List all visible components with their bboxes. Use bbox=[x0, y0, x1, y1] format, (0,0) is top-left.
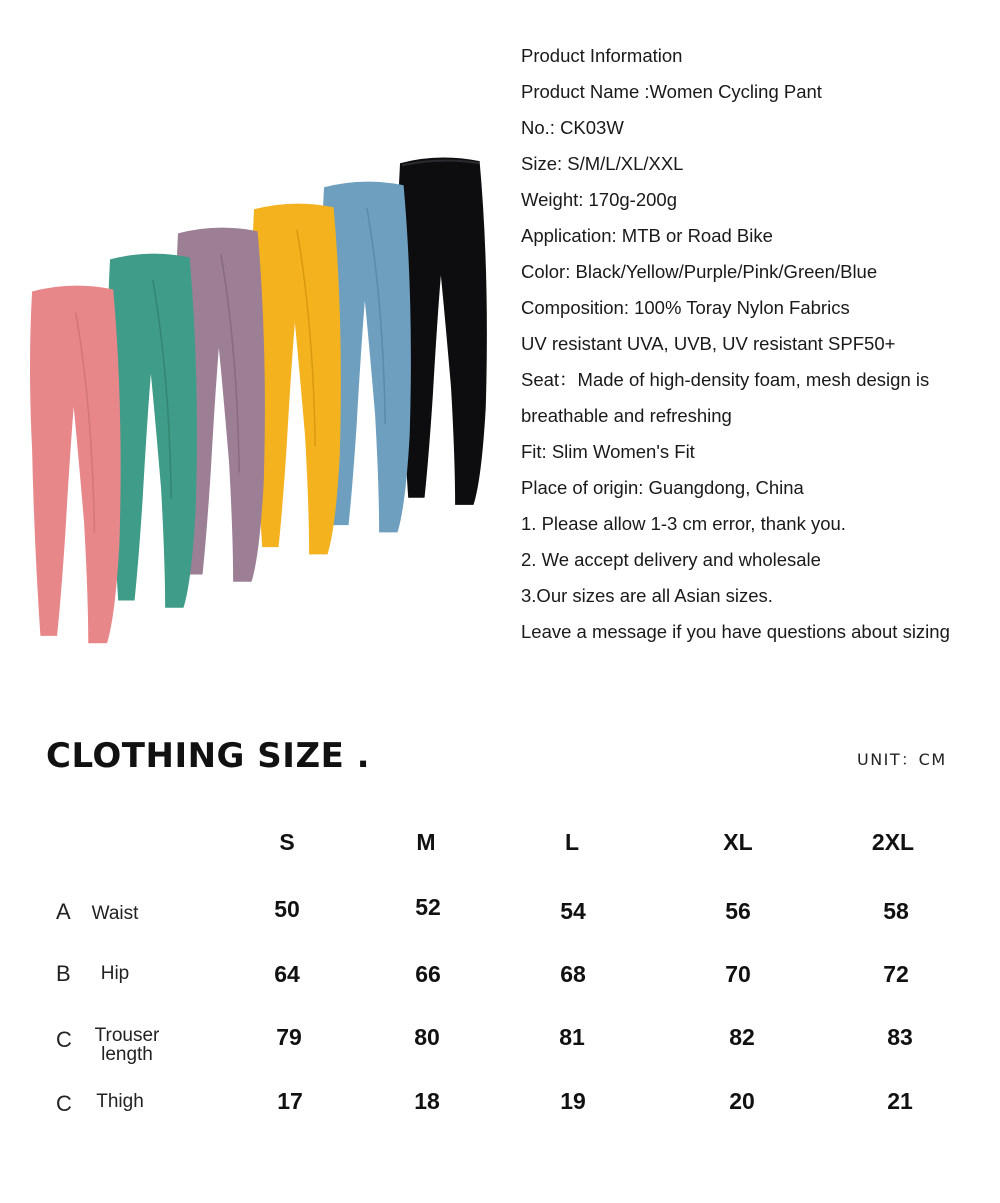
table-cell: 21 bbox=[887, 1088, 913, 1114]
table-cell: 80 bbox=[414, 1024, 440, 1050]
size-header-l: L bbox=[564, 829, 580, 855]
row-label-trouser-length: Trouser length bbox=[94, 1025, 160, 1065]
size-header-2xl: 2XL bbox=[871, 829, 915, 855]
table-cell: 50 bbox=[274, 896, 300, 922]
table-cell: 64 bbox=[274, 961, 300, 987]
info-line: Application: MTB or Road Bike bbox=[521, 225, 773, 246]
info-line: UV resistant UVA, UVB, UV resistant SPF50+ bbox=[521, 333, 896, 354]
legging-yellow bbox=[252, 204, 341, 555]
row-letter: C bbox=[56, 1091, 72, 1116]
table-cell: 52 bbox=[415, 894, 441, 920]
info-line: Weight: 170g-200g bbox=[521, 189, 677, 210]
legging-pink bbox=[30, 286, 121, 644]
table-cell: 70 bbox=[725, 961, 751, 987]
table-cell: 81 bbox=[559, 1024, 585, 1050]
legging-green bbox=[108, 254, 197, 608]
info-line: 1. Please allow 1-3 cm error, thank you. bbox=[521, 513, 846, 534]
table-cell: 18 bbox=[414, 1088, 440, 1114]
info-line: Composition: 100% Toray Nylon Fabrics bbox=[521, 297, 850, 318]
table-cell: 19 bbox=[560, 1088, 586, 1114]
info-line: Seat：Made of high-density foam, mesh design is bbox=[521, 369, 930, 390]
info-line: breathable and refreshing bbox=[521, 405, 732, 426]
info-line: 3.Our sizes are all Asian sizes. bbox=[521, 585, 773, 606]
table-cell: 58 bbox=[883, 898, 909, 924]
product-information bbox=[521, 38, 991, 650]
info-line: Size: S/M/L/XL/XXL bbox=[521, 153, 684, 174]
row-label-thigh: Thigh bbox=[96, 1091, 144, 1112]
row-label-waist: Waist bbox=[91, 903, 139, 924]
size-chart-unit: UNIT：CM bbox=[857, 750, 947, 769]
table-cell: 82 bbox=[729, 1024, 755, 1050]
size-chart-title: CLOTHING SIZE . bbox=[46, 736, 371, 776]
info-line: Product Information bbox=[521, 45, 683, 66]
table-cell: 83 bbox=[887, 1024, 913, 1050]
row-letter: B bbox=[56, 961, 71, 986]
info-line: Color: Black/Yellow/Purple/Pink/Green/Blue bbox=[521, 261, 878, 282]
info-line: No.: CK03W bbox=[521, 117, 624, 138]
table-cell: 56 bbox=[725, 898, 751, 924]
table-cell: 54 bbox=[560, 898, 586, 924]
row-letter: A bbox=[56, 899, 71, 924]
table-cell: 20 bbox=[729, 1088, 755, 1114]
info-line: 2. We accept delivery and wholesale bbox=[521, 549, 821, 570]
size-header-s: S bbox=[279, 829, 295, 855]
size-header-m: M bbox=[416, 829, 436, 855]
size-header-xl: XL bbox=[723, 829, 753, 855]
table-cell: 17 bbox=[277, 1088, 303, 1114]
product-image-leggings bbox=[20, 145, 510, 645]
info-line: Leave a message if you have questions about sizing bbox=[521, 621, 950, 642]
table-cell: 68 bbox=[560, 961, 586, 987]
table-cell: 72 bbox=[883, 961, 909, 987]
legging-black bbox=[398, 158, 487, 505]
row-label-hip: Hip bbox=[100, 963, 130, 984]
info-line: Place of origin: Guangdong, China bbox=[521, 477, 804, 498]
info-line: Fit: Slim Women's Fit bbox=[521, 441, 695, 462]
row-letter: C bbox=[56, 1027, 72, 1052]
table-cell: 79 bbox=[276, 1024, 302, 1050]
info-line: Product Name :Women Cycling Pant bbox=[521, 81, 822, 102]
table-cell: 66 bbox=[415, 961, 441, 987]
